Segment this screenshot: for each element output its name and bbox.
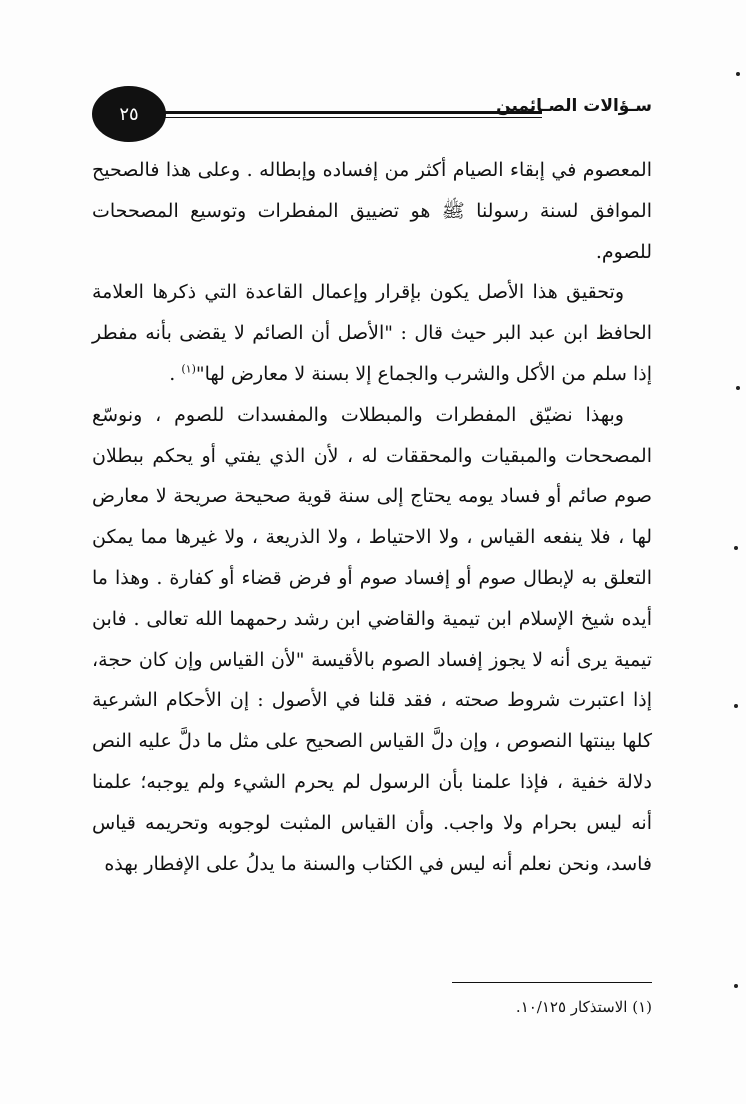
paragraph-2 — [92, 272, 652, 394]
running-header — [92, 86, 652, 146]
footnote-ref: (١) — [181, 362, 196, 376]
scan-speck — [734, 984, 738, 988]
paragraph-2-text: وتحقيق هذا الأصل يكون بإقرار وإعمال القاعدة التي ذكرها العلامة الحافظ ابن عبد البر حيث قال : "الأصل أن الصائم لا يقضى بأنه مفطر إذا سلم من الأكل والشرب والجماع إلا بسنة لا معارض لها" — [92, 281, 652, 385]
paragraph-3: وبهذا نضيّق المفطرات والمبطلات والمفسدات للصوم ، ونوسّع المصححات والمبقيات والمحققات له ، لأن الذي يفتي أو يحكم ببطلان صوم صائم أو فساد يومه يحتاج إلى سنة قوية صحيحة صريحة لا معارض لها ، فلا ينفعه القياس ، ولا الاحتياط ، ولا الذريعة ، ولا غيرها مما يمكن التعلق به لإبطال صوم أو إفساد صوم أو فرض قضاء أو كفارة . وهذا ما أيده شيخ الإسلام ابن تيمية والقاضي ابن رشد رحمهما الله تعالى . فابن تيمية يرى أنه لا يجوز إفساد الصوم بالأقيسة "لأن القياس وإن كان حجة، إذا اعتبرت شروط صحته ، فقد قلنا في الأصول : إن الأحكام الشرعية كلها بينتها النصوص ، وإن دلَّ القياس الصحيح على مثل ما دلَّ عليه النص دلالة خفية ، فإذا علمنا بأن الرسول لم يحرم الشيء ولم يوجبه؛ علمنا أنه ليس بحرام ولا واجب. وأن القياس المثبت لوجوبه وتحريمه قياس فاسد، ونحن نعلم أنه ليس في الكتاب والسنة ما يدلُ على الإفطار بهذه — [92, 403, 652, 875]
scan-speck — [736, 386, 740, 390]
paragraph-1: المعصوم في إبقاء الصيام أكثر من إفساده وإبطاله . وعلى هذا فالصحيح الموافق لسنة رسولنا ﷺ هو تضييق المفطرات وتوسيع المصححات للصوم. — [92, 159, 652, 263]
header-rule-thin — [162, 117, 542, 118]
running-title: سـؤالات الصـائمين — [496, 96, 652, 116]
page-number-badge: ٢٥ — [92, 86, 166, 142]
footnote: (١) الاستذكار ١٠/١٢٥. — [515, 998, 652, 1016]
scan-speck — [734, 546, 738, 550]
header-rule-thick — [162, 111, 542, 114]
main-text — [92, 150, 652, 884]
scan-speck — [736, 72, 740, 76]
footnote-separator — [452, 982, 652, 983]
paragraph-2-end: . — [169, 362, 182, 385]
scan-speck — [734, 704, 738, 708]
